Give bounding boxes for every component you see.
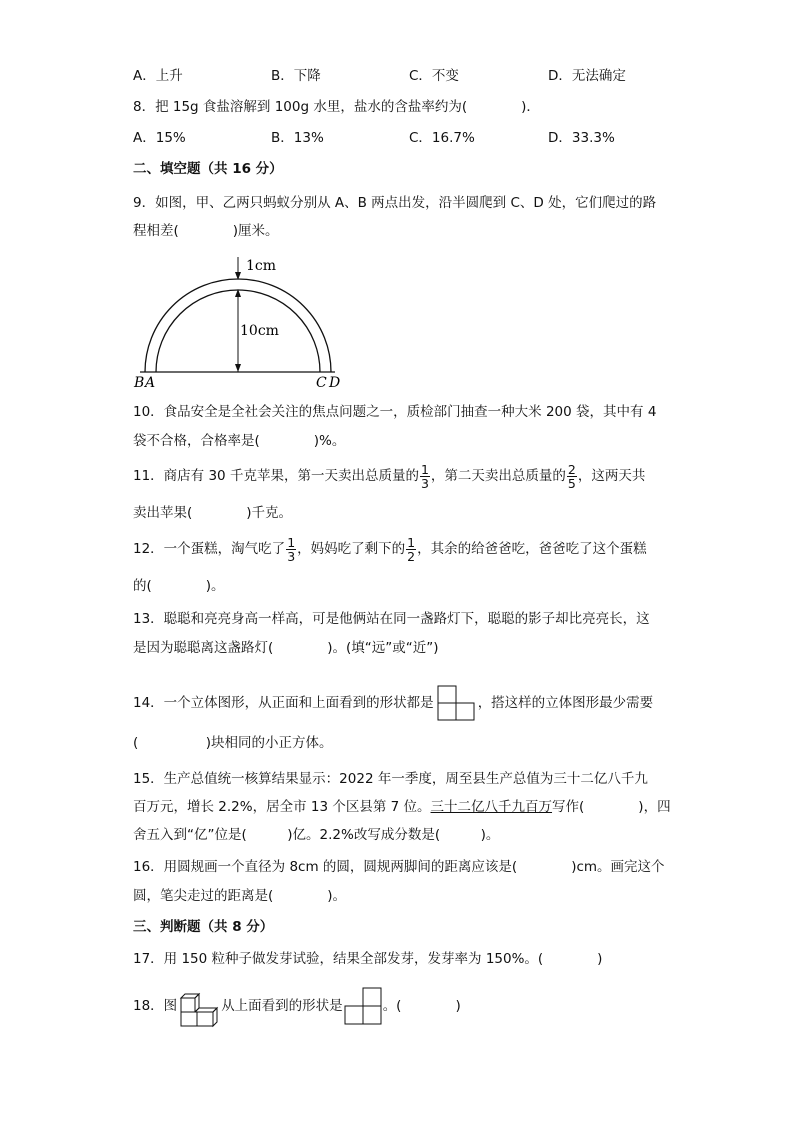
q18-line <box>133 983 461 1029</box>
q15-line2-part1: 百万元，增长 2.2%，居全市 13 个区县第 7 位。 <box>133 799 431 815</box>
q15-line1: 15．生产总值统一核算结果显示：2022 年一季度，周至县生产总值为三十二亿八千九 <box>133 771 648 787</box>
q7-option-d: D．无法确定 <box>548 68 626 84</box>
q14-line2: ( )块相同的小正方体。 <box>133 735 333 751</box>
q8-option-a: A．15% <box>133 130 186 146</box>
q12-part1: 12．一个蛋糕，淘气吃了 <box>133 541 286 557</box>
q11-f2-den: 5 <box>567 475 576 491</box>
point-a: A <box>145 375 156 391</box>
q14-line1 <box>133 684 653 722</box>
point-d: D <box>329 375 341 391</box>
q10-line2: 袋不合格，合格率是( )%。 <box>133 433 346 449</box>
label-1cm: 1cm <box>246 258 277 274</box>
q18-part3: 。( ) <box>382 998 461 1014</box>
label-10cm: 10cm <box>240 323 279 339</box>
q14-part2: ，搭这样的立体图形最少需要 <box>477 695 654 711</box>
cube-stack-icon <box>177 984 221 1028</box>
q11-part3: ，这两天共 <box>577 468 646 484</box>
section-fill-in-heading: 二、填空题（共 16 分） <box>133 161 283 177</box>
q15-line2-part2: 写作( )，四 <box>552 799 671 815</box>
q11-part2: ，第二天卖出总质量的 <box>430 468 566 484</box>
q8-option-b: B．13% <box>271 130 324 146</box>
q12-f2-den: 2 <box>407 548 416 564</box>
q14-part1: 14．一个立体图形，从正面和上面看到的形状都是 <box>133 695 434 711</box>
q15-line3: 舍五入到“亿”位是( )亿。2.2%改写成分数是( )。 <box>133 827 500 843</box>
q8-option-d: D．33.3% <box>548 130 615 146</box>
q11-fraction-1 <box>420 463 430 490</box>
l-shape-view-icon <box>436 684 476 722</box>
q8-option-c: C．16.7% <box>409 130 475 146</box>
q12-f2-num: 1 <box>407 534 416 550</box>
q12-line1 <box>133 531 647 567</box>
q11-part1: 11．商店有 30 千克苹果，第一天卖出总质量的 <box>133 468 419 484</box>
q16-line2: 圆，笔尖走过的距离是( )。 <box>133 888 347 904</box>
q7-option-a: A．上升 <box>133 68 183 84</box>
q12-line2: 的( )。 <box>133 578 225 594</box>
q12-part2: ，妈妈吃了剩下的 <box>297 541 406 557</box>
q15-line2 <box>133 797 671 817</box>
q9-line1: 9．如图，甲、乙两只蚂蚁分别从 A、B 两点出发，沿半圆爬到 C、D 处，它们爬过的路 <box>133 195 657 211</box>
q12-fraction-1 <box>286 536 296 563</box>
q17-text: 17．用 150 粒种子做发芽试验，结果全部发芽，发芽率为 150%。( ) <box>133 951 603 967</box>
semicircle-figure <box>130 252 350 392</box>
q12-f1-num: 1 <box>287 534 296 550</box>
q12-fraction-2 <box>406 536 416 563</box>
q11-fraction-2 <box>567 463 577 490</box>
section-judgement-heading: 三、判断题（共 8 分） <box>133 919 274 935</box>
q9-line2: 程相差( )厘米。 <box>133 223 279 239</box>
q11-f1-den: 3 <box>420 475 429 491</box>
q10-line1: 10．食品安全是全社会关注的焦点问题之一，质检部门抽查一种大米 200 袋，其中有 4 <box>133 404 657 420</box>
q7-option-b: B．下降 <box>271 68 321 84</box>
q11-line1 <box>133 458 645 494</box>
q11-f1-num: 1 <box>420 461 429 477</box>
point-c: C <box>316 375 327 391</box>
q12-part3: ，其余的给爸爸吃，爸爸吃了这个蛋糕 <box>417 541 647 557</box>
top-view-shape-icon <box>343 986 383 1026</box>
q12-f1-den: 3 <box>287 548 296 564</box>
q11-line2: 卖出苹果( )千克。 <box>133 505 293 521</box>
q18-part2: 从上面看到的形状是 <box>221 998 343 1014</box>
q11-f2-num: 2 <box>567 461 576 477</box>
q16-line1: 16．用圆规画一个直径为 8cm 的圆，圆规两脚间的距离应该是( )cm。画完这个 <box>133 859 665 875</box>
q18-part1: 18．图 <box>133 998 178 1014</box>
q15-underlined-number: 三十二亿八千九百万 <box>430 799 553 815</box>
q13-line2: 是因为聪聪离这盏路灯( )。(填“远”或“近”) <box>133 640 439 656</box>
q7-option-c: C．不变 <box>409 68 459 84</box>
q8-text: 8．把 15g 食盐溶解到 100g 水里，盐水的含盐率约为( )． <box>133 99 540 115</box>
q13-line1: 13．聪聪和亮亮身高一样高，可是他俩站在同一盏路灯下，聪聪的影子却比亮亮长，这 <box>133 611 650 627</box>
point-b: B <box>134 375 145 391</box>
